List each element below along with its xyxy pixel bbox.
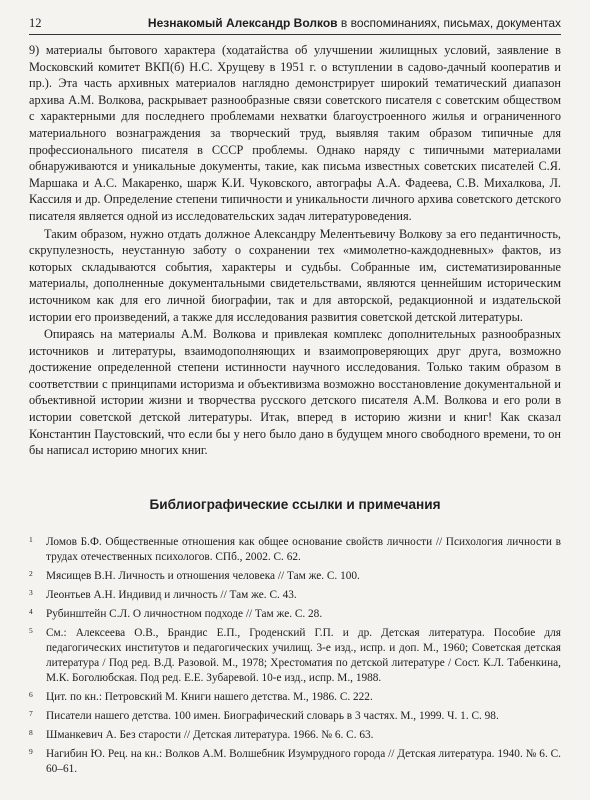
notes-list xyxy=(29,535,561,781)
note-text: Шманкевич А. Без старости // Детская литература. 1966. № 6. С. 63. xyxy=(46,729,374,741)
running-title-rest: в воспоминаниях, письмах, документах xyxy=(337,16,561,30)
page-number: 12 xyxy=(29,16,42,30)
note-item xyxy=(29,728,561,743)
note-text: Леонтьев А.Н. Индивид и личность // Там же. С. 43. xyxy=(46,589,297,601)
paragraph: Таким образом, нужно отдать должное Александру Мелентьевичу Волкову за его педантичность, скрупулезность, неустанную заботу о сохранении тех «мимолетно-каждодневных» фактов, из которых складываются события, характеры и судьбы. Собранные им, систематизированные материалы, дополненные документальными свидетельствами, являются ценнейшим историческим источником как для его личной биографии, так и для авторской, редакционной и издательской истории его произведений, а также для исследования развития советской детской литературы. xyxy=(29,226,561,324)
note-text: Мясищев В.Н. Личность и отношения человека // Там же. С. 100. xyxy=(46,570,360,582)
note-item xyxy=(29,747,561,777)
note-item xyxy=(29,535,561,565)
note-text: Нагибин Ю. Рец. на кн.: Волков А.М. Волшебник Изумрудного города // Детская литература. 1940. № 6. С. 60–61. xyxy=(46,748,561,775)
note-item xyxy=(29,690,561,705)
note-number: 3 xyxy=(29,588,33,597)
note-number: 7 xyxy=(29,709,33,718)
note-item xyxy=(29,626,561,686)
note-item xyxy=(29,588,561,603)
note-text: Цит. по кн.: Петровский М. Книги нашего детства. М., 1986. С. 222. xyxy=(46,691,373,703)
body-text xyxy=(29,42,561,459)
note-text: Ломов Б.Ф. Общественные отношения как общее основание свойств личности // Психология личности в трудах отечественных психологов. СПб., 2002. С. 62. xyxy=(46,536,561,563)
note-number: 8 xyxy=(29,728,33,737)
note-number: 2 xyxy=(29,569,33,578)
note-item xyxy=(29,709,561,724)
note-number: 1 xyxy=(29,535,33,544)
note-text: См.: Алексеева О.В., Брандис Е.П., Гроденский Г.П. и др. Детская литература. Пособие для педагогических институтов и педагогических училищ. 3-е изд., испр. и доп. М., 1960; Советская детская литература / Под ред. В.Д. Разовой. М., 1978; Хрестоматия по детской литературе / Сост. К.Л. Табенкина, М.К. Боголюбская. Под ред. Е.Е. Зубаревой. 10-е изд., испр. М., 1988. xyxy=(46,627,561,684)
note-number: 5 xyxy=(29,626,33,635)
running-title xyxy=(148,16,561,30)
note-item xyxy=(29,569,561,584)
running-title-bold: Незнакомый Александр Волков xyxy=(147,16,338,30)
paragraph: Опираясь на материалы А.М. Волкова и привлекая комплекс дополнительных разнообразных источников и литературы, взаимодополняющих и взаимопроверяющих друг друга, возможно достижение определенной степени истинности научного исследования. Только таким образом в соответствии с принципами историзма и объективизма возможно восстановление документальной и объективной истории жизни и творчества русского детского писателя А.М. Волкова и его роли в истории советской детской литературы. Итак, вперед в историю жизни и книг! Как сказал Константин Паустовский, что если бы у него было дано в будущем много свободного времени, то он бы написал историю многих книг. xyxy=(29,327,561,458)
note-text: Писатели нашего детства. 100 имен. Биографический словарь в 3 частях. М., 1999. Ч. 1. С. 98. xyxy=(46,710,499,722)
page-header xyxy=(29,16,561,35)
note-item xyxy=(29,607,561,622)
note-number: 6 xyxy=(29,690,33,699)
note-text: Рубинштейн С.Л. О личностном подходе // Там же. С. 28. xyxy=(46,608,323,620)
paragraph: 9) материалы бытового характера (ходатайства об улучшении жилищных условий, заявление в Московский комитет ВКП(б) Н.С. Хрущеву в 1951 г. о вступлении в садово-дачный кооператив и пр.). Эта часть архивных материалов наглядно демонстрирует широкий тематический диапазон архива А.М. Волкова, раскрывает разнообразные связи советского писателя с советским обществом с характерными для последнего проблемами нехватки благоустроенного жилья и ограниченного материального вознаграждения за творческий труд, выявляя таким образом типичные для профессионального писателя в СССР проблемы. Однако наряду с типичными материалами обнаруживаются и уникальные документы, такие, как письма известных советских писателей С.Я. Маршака и А.С. Макаренко, шарж К.И. Чуковского, автографы А.А. Фадеева, С.В. Михалкова, Л. Кассиля и др. Определение степени типичности и уникальности личного архива советского детского писателя является одной из исследовательских задач литературоведения. xyxy=(29,43,561,223)
note-number: 4 xyxy=(29,607,33,616)
section-title: Библиографические ссылки и примечания xyxy=(149,497,441,512)
note-number: 9 xyxy=(29,747,33,756)
